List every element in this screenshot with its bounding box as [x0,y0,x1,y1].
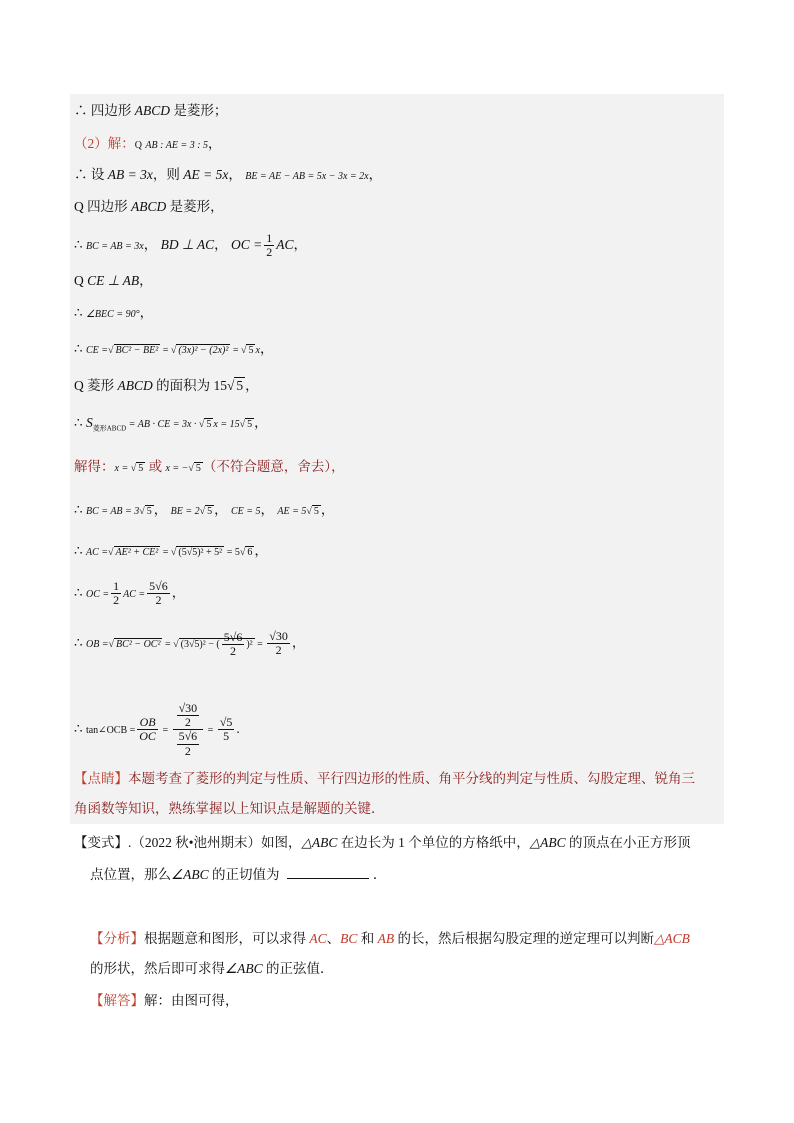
denominator: 2 [113,593,120,608]
text: 是菱形， [166,199,224,214]
fraction [177,730,200,757]
text: 的面积为 [152,378,214,393]
text: ∴ [74,236,86,252]
segment: AB [377,931,395,946]
line-ac-value [74,544,268,558]
line-ob-value [74,630,305,658]
radicand: (5√5)² + 5² [178,547,223,558]
punct: ， [214,502,231,517]
expr: ∠BEC = 90° [85,309,140,320]
var: ABCD [117,378,153,393]
sqrt: √ 5 [139,506,152,517]
punct: ， [214,236,228,252]
punct: = [159,724,171,736]
punct: ， [259,341,274,356]
part-label: （2）解： [74,136,135,151]
subscript: 菱形ABCD [92,424,127,433]
punct: ， [143,236,158,252]
text: Q 菱形 [74,378,118,393]
numerator: √30 [269,629,288,643]
fraction [177,702,200,729]
punct: = [162,638,174,650]
radicand: 5 [248,345,254,356]
text: 的正弦值． [262,961,334,976]
line-ce-perp [74,274,153,288]
text: ∴ [74,543,86,558]
numerator: OB [137,716,158,730]
angle: ∠ABC [225,961,263,976]
text: ∴ [74,634,86,650]
expr: tan∠OCB = [85,724,136,736]
expr: x = − [165,463,189,474]
text: ∴ [74,502,86,517]
text: 的形状，然后即可求得 [90,961,225,976]
text: .（2022 秋•池州期末）如图， [128,835,302,850]
text: 是菱形； [170,103,228,118]
segment: AC [309,931,327,946]
punct: 、 [326,931,341,946]
fraction [222,631,245,658]
expr: x = [114,463,131,474]
numerator: 1 [266,231,273,245]
answer-label: 【解答】 [90,993,144,1008]
punct: ， [153,502,171,517]
radicand: 5 [206,419,212,430]
punct: ， [245,378,259,393]
line-rhombus-conclusion [74,104,227,118]
expr: CE ⊥ AB [87,273,140,288]
fraction [137,716,158,743]
punct: ， [293,236,307,252]
solve-label: 解得： [74,459,115,474]
denominator: OC [139,729,156,744]
sqrt: √ 5 [188,463,201,474]
analysis-line-1 [90,932,690,946]
radicand: 5 [207,506,213,517]
text: ∴ [74,584,86,600]
var: S [85,415,93,430]
expr: BD ⊥ AC [160,236,215,252]
expr: AE = 5 [277,506,307,517]
var: x [255,345,260,356]
text: 的顶点在小正方形顶 [565,835,691,850]
numerator: √30 [178,701,198,715]
numerator: 5√6 [178,729,198,744]
punct: = [254,638,266,650]
punct: ， [139,305,154,320]
radicand: 5 [236,378,244,393]
text: ∴ 四边形 [74,103,135,118]
answer-line [90,994,239,1008]
punct: ， [254,543,268,558]
var: ABCD [131,199,167,214]
comment-line-1 [74,772,695,786]
expr: AC [276,236,294,252]
expr: BC = AB = 3x [85,240,144,252]
sqrt: √ 5 [240,345,254,356]
punct: ， [320,502,335,517]
variant-line-1 [74,836,691,850]
punct: = [160,345,171,356]
sqrt: √ 5 [306,506,319,517]
radicand: BC² − OC² [116,638,161,650]
text: 和 [357,931,378,946]
punct: ， [291,634,306,650]
denominator: 2 [184,743,191,758]
triangle: △ACB [654,931,690,946]
radicand: 5 [146,506,152,517]
text: ∴ [74,341,86,356]
denominator: 5 [223,729,230,744]
triangle: △ABC [529,835,566,850]
line-angle [74,306,153,320]
expr: BC = AB = 3 [85,506,140,517]
numerator: √5 [219,715,233,730]
angle: ∠ABC [171,867,209,882]
radicand: 5 [138,463,144,474]
variant-label: 【变式】 [74,835,128,850]
fraction [218,716,235,743]
text: 的长，然后根据勾股定理的逆定理可以判断 [394,931,655,946]
triangle: △ABC [301,835,338,850]
compound-fraction [173,702,204,758]
expr: AB = 3x [107,167,153,182]
fraction [267,630,290,657]
var: ABCD [134,103,170,118]
sqrt: √ (3√5)² − ( $\frac{5√6}{2}$ )² [173,629,253,658]
text: ∴ 设 [74,167,108,182]
denominator: 2 [266,245,273,260]
radicand: BC² − BE² [115,345,159,356]
radicand: 5 [313,506,319,517]
sqrt: √ (3x)² − (2x)² [170,345,229,356]
expr: = AB · CE = 3x · [126,419,199,430]
fraction [111,580,121,607]
expr: x = 15 [213,419,240,430]
line-area-given [74,379,259,393]
expr: AC = [123,588,146,600]
radicand: 6 [247,547,253,558]
radicand: 5 [195,463,201,474]
expr: BE = AE − AB = 5x − 3x = 2x [245,171,369,182]
note: （不符合题意，舍去）， [202,459,345,474]
expr: OC = [85,588,110,600]
text: ∴ [74,720,86,736]
denominator: 2 [155,593,162,608]
punct: ， [208,136,222,151]
punct: ， [171,584,186,600]
line-tan-value [74,702,240,758]
punct: = [230,345,241,356]
punct: ， [139,273,153,288]
sqrt: √ 5 [227,378,244,393]
number: 15 [213,378,227,393]
radicand: 5 [247,419,253,430]
variant-line-2 [90,866,386,882]
expr: OB = [85,638,109,650]
line-part2-given [74,137,222,151]
ratio-expr: AB : AE = 3 : 5 [145,140,209,151]
line-side-lengths [74,503,334,517]
expr: = 5 [224,547,240,558]
punct: = [205,724,216,736]
radicand: (3√5)² − ( [180,638,220,650]
comment-label: 【点睛】 [74,771,128,786]
sqrt: √ BC² − OC² [108,638,161,650]
text: ∴ [74,305,86,320]
sqrt: √ (5√5)² + 5² [170,547,223,558]
text: 的正切值为 [208,867,283,882]
expr: AE = 5x [183,167,229,182]
radicand: AE² + CE² [115,547,159,558]
sqrt: √ 5 [198,419,212,430]
expr: CE = 5 [231,506,261,517]
comment-line-2 [74,802,385,816]
sqrt: √ AE² + CE² [108,547,159,558]
since-symbol: Q [134,140,142,151]
punct: ， [368,167,383,182]
denominator: 2 [184,715,191,730]
fraction [264,232,274,259]
answer-blank[interactable] [287,866,369,879]
line-rhombus-given [74,200,224,214]
punct: ， [260,502,278,517]
numerator: 5√6 [223,629,243,644]
sqrt: √ 5 [239,419,253,430]
text: ，则 [152,167,184,182]
line-rhombus-properties [74,232,307,259]
expr: CE = [85,345,108,356]
expr: AC = [85,547,108,558]
numerator: 5√6 [149,579,168,593]
punct: ， [228,167,242,182]
punct: . [236,720,240,736]
line-set-variables [74,168,382,182]
line-oc-value [74,580,185,607]
numerator: 1 [113,579,120,593]
comment-text: 角函数等知识，熟练掌握以上知识点是解题的关键． [74,801,385,816]
radicand: (3x)² − (2x)² [178,345,229,356]
segment: BC [340,931,358,946]
comment-text: 本题考查了菱形的判定与性质、平行四边形的性质、角平分线的判定与性质、勾股定理、锐角三 [128,771,695,786]
punct: = [160,547,171,558]
expr: OC = [230,236,263,252]
sqrt: √ 5 [199,506,213,517]
text: 根据题意和图形，可以求得 [144,931,310,946]
text: 点位置，那么 [90,867,171,882]
punct: ， [254,415,268,430]
denominator: 2 [230,643,237,658]
fraction [147,580,170,607]
line-ce-value [74,342,273,356]
text: 在边长为 1 个单位的方格纸中， [337,835,530,850]
analysis-line-2 [90,962,333,976]
denominator: 2 [275,643,282,658]
punct: ． [372,867,387,882]
radicand: )² [246,638,253,650]
analysis-label: 【分析】 [90,931,144,946]
sqrt: √ BC² − BE² [108,345,159,356]
text: 解：由图可得， [144,993,239,1008]
line-solve [74,460,345,474]
text: ∴ [74,415,86,430]
sqrt: √ 6 [239,547,253,558]
text: Q [74,273,88,288]
expr: BE = 2 [170,506,200,517]
sqrt: √ 5 [130,463,144,474]
line-area-equation [74,416,268,433]
text: Q 四边形 [74,199,131,214]
text: 或 [145,459,166,474]
